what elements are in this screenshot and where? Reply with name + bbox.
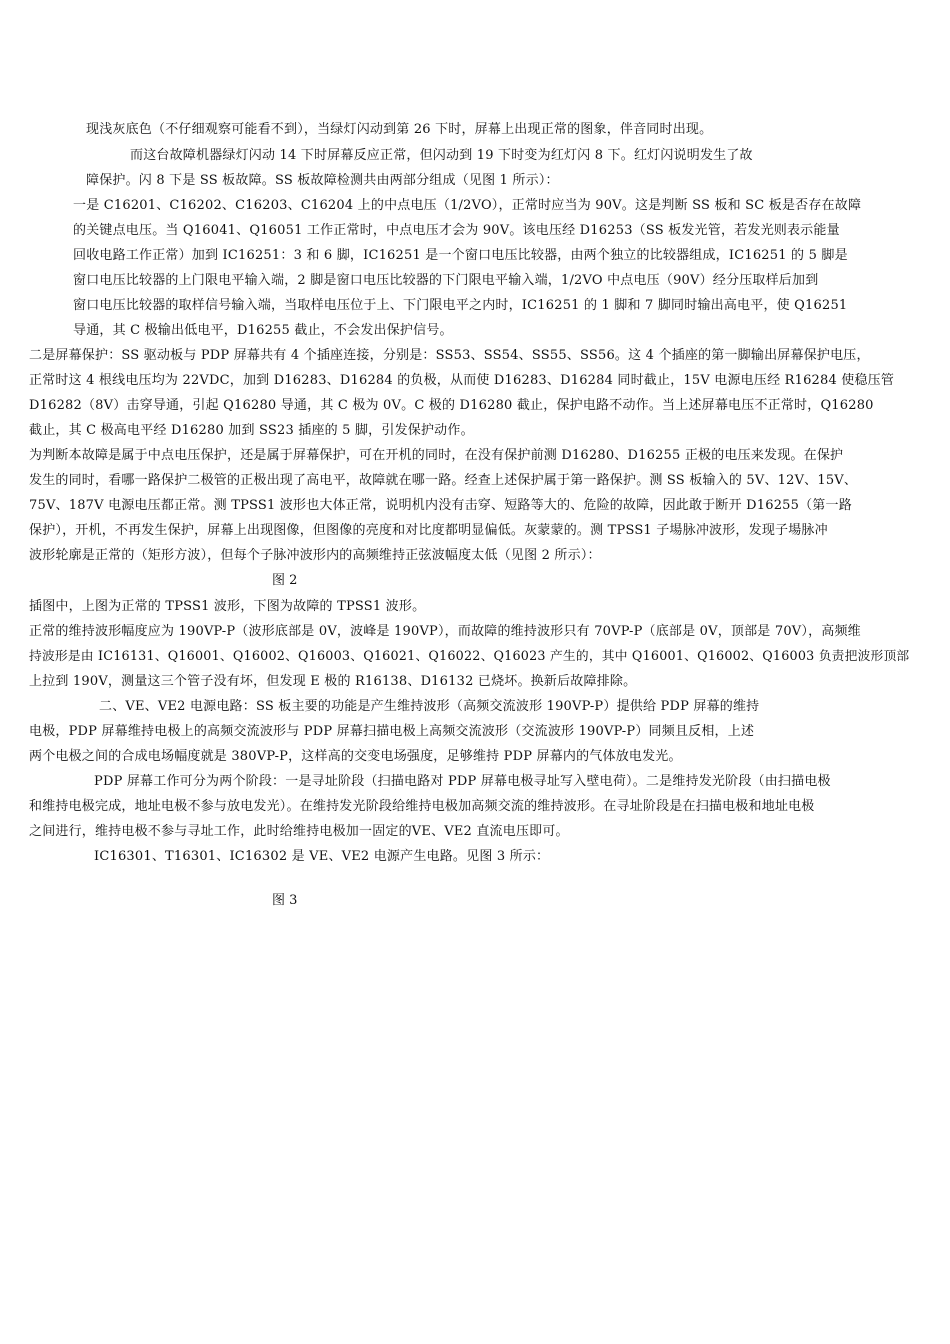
text-line: PDP 屏幕工作可分为两个阶段：一是寻址阶段（扫描电路对 PDP 屏幕电极寻址写入壁电荷）。二是维持发光阶段（由扫描电极	[94, 774, 831, 789]
text-line: 正常的维持波形幅度应为 190VP-P（波形底部是 0V，波峰是 190VP），而故障的维持波形只有 70VP-P（底部是 0V，顶部是 70V），高频维	[29, 624, 861, 639]
text-line: 二是屏幕保护：SS 驱动板与 PDP 屏幕共有 4 个插座连接，分别是：SS53、SS54、SS55、SS56。这 4 个插座的第一脚输出屏幕保护电压，	[29, 348, 870, 363]
text-line: 导通，其 C 极输出低电平，D16255 截止，不会发出保护信号。	[73, 323, 453, 338]
text-line: 和维持电极完成，地址电极不参与放电发光）。在维持发光阶段给维持电极加高频交流的维持波形。在寻址阶段是在扫描电极和地址电极	[29, 799, 815, 814]
text-line: 之间进行，维持电极不参与寻址工作，此时给维持电极加一固定的VE、VE2 直流电压即可。	[29, 824, 569, 839]
text-line: 75V、187V 电源电压都正常。测 TPSS1 波形也大体正常，说明机内没有击穿、短路等大的、危险的故障，因此敢于断开 D16255（第一路	[29, 498, 852, 513]
text-line: 电极，PDP 屏幕维持电极上的高频交流波形与 PDP 屏幕扫描电极上高频交流波形（交流波形 190VP-P）同频且反相，上述	[29, 724, 755, 739]
text-line: 保护），开机，不再发生保护，屏幕上出现图像，但图像的亮度和对比度都明显偏低。灰蒙蒙的。测 TPSS1 子場脉冲波形，发现子場脉冲	[29, 523, 828, 538]
text-line: 波形轮廓是正常的（矩形方波），但每个子脉冲波形内的高频维持正弦波幅度太低（见图 2 所示）：	[29, 548, 601, 563]
text-line: 二、VE、VE2 电源电路：SS 板主要的功能是产生维持波形（高频交流波形 190VP-P）提供给 PDP 屏幕的维持	[99, 699, 760, 714]
text-line: 现浅灰底色（不仔细观察可能看不到），当绿灯闪动到第 26 下时，屏幕上出现正常的图象，伴音同时出现。	[86, 122, 713, 137]
text-line: 持波形是由 IC16131、Q16001、Q16002、Q16003、Q16021、Q16022、Q16023 产生的，其中 Q16001、Q16002、Q16003 负责把波形顶部	[29, 649, 910, 664]
text-line: D16282（8V）击穿导通，引起 Q16280 导通，其 C 极为 0V。C 极的 D16280 截止，保护电路不动作。当上述屏幕电压不正常时，Q16280	[29, 398, 874, 413]
text-line: 正常时这 4 根线电压均为 22VDC，加到 D16283、D16284 的负极，从而使 D16283、D16284 同时截止，15V 电源电压经 R16284 使稳压管	[29, 373, 895, 388]
text-line: 两个电极之间的合成电场幅度就是 380VP-P，这样高的交变电场强度，足够维持 PDP 屏幕内的气体放电发光。	[29, 749, 682, 764]
text-line: 窗口电压比较器的取样信号输入端，当取样电压位于上、下门限电平之内时，IC16251 的 1 脚和 7 脚同时输出高电平，使 Q16251	[73, 298, 848, 313]
figure-caption: 图 3	[272, 893, 298, 908]
text-line: 发生的同时，看哪一路保护二极管的正极出现了高电平，故障就在哪一路。经查上述保护属于第一路保护。测 SS 板输入的 5V、12V、15V、	[29, 473, 858, 488]
text-line: 为判断本故障是属于中点电压保护，还是属于屏幕保护，可在开机的同时，在没有保护前测 D16280、D16255 正极的电压来发现。在保护	[29, 448, 844, 463]
figure-caption: 图 2	[272, 573, 298, 588]
text-line: 而这台故障机器绿灯闪动 14 下时屏幕反应正常，但闪动到 19 下时变为红灯闪 8 下。红灯闪说明发生了故	[130, 148, 753, 163]
text-line: 一是 C16201、C16202、C16203、C16204 上的中点电压（1/2VO），正常时应当为 90V。这是判断 SS 板和 SC 板是否存在故障	[73, 198, 862, 213]
text-line: IC16301、T16301、IC16302 是 VE、VE2 电源产生电路。见图 3 所示：	[94, 849, 550, 864]
text-line: 插图中，上图为正常的 TPSS1 波形，下图为故障的 TPSS1 波形。	[29, 599, 426, 614]
text-line: 障保护。闪 8 下是 SS 板故障。SS 板故障检测共由两部分组成（见图 1 所示）：	[86, 173, 559, 188]
text-line: 回收电路工作正常）加到 IC16251：3 和 6 脚，IC16251 是一个窗口电压比较器，由两个独立的比较器组成，IC16251 的 5 脚是	[73, 248, 848, 263]
text-line: 上拉到 190V，测量这三个管子没有坏，但发现 E 极的 R16138、D16132 已烧坏。换新后故障排除。	[29, 674, 637, 689]
text-line: 窗口电压比较器的上门限电平输入端，2 脚是窗口电压比较器的下门限电平输入端，1/2VO 中点电压（90V）经分压取样后加到	[73, 273, 819, 288]
text-line: 截止，其 C 极高电平经 D16280 加到 SS23 插座的 5 脚，引发保护动作。	[29, 423, 474, 438]
text-line: 的关键点电压。当 Q16041、Q16051 工作正常时，中点电压才会为 90V。该电压经 D16253（SS 板发光管，若发光则表示能量	[73, 223, 840, 238]
